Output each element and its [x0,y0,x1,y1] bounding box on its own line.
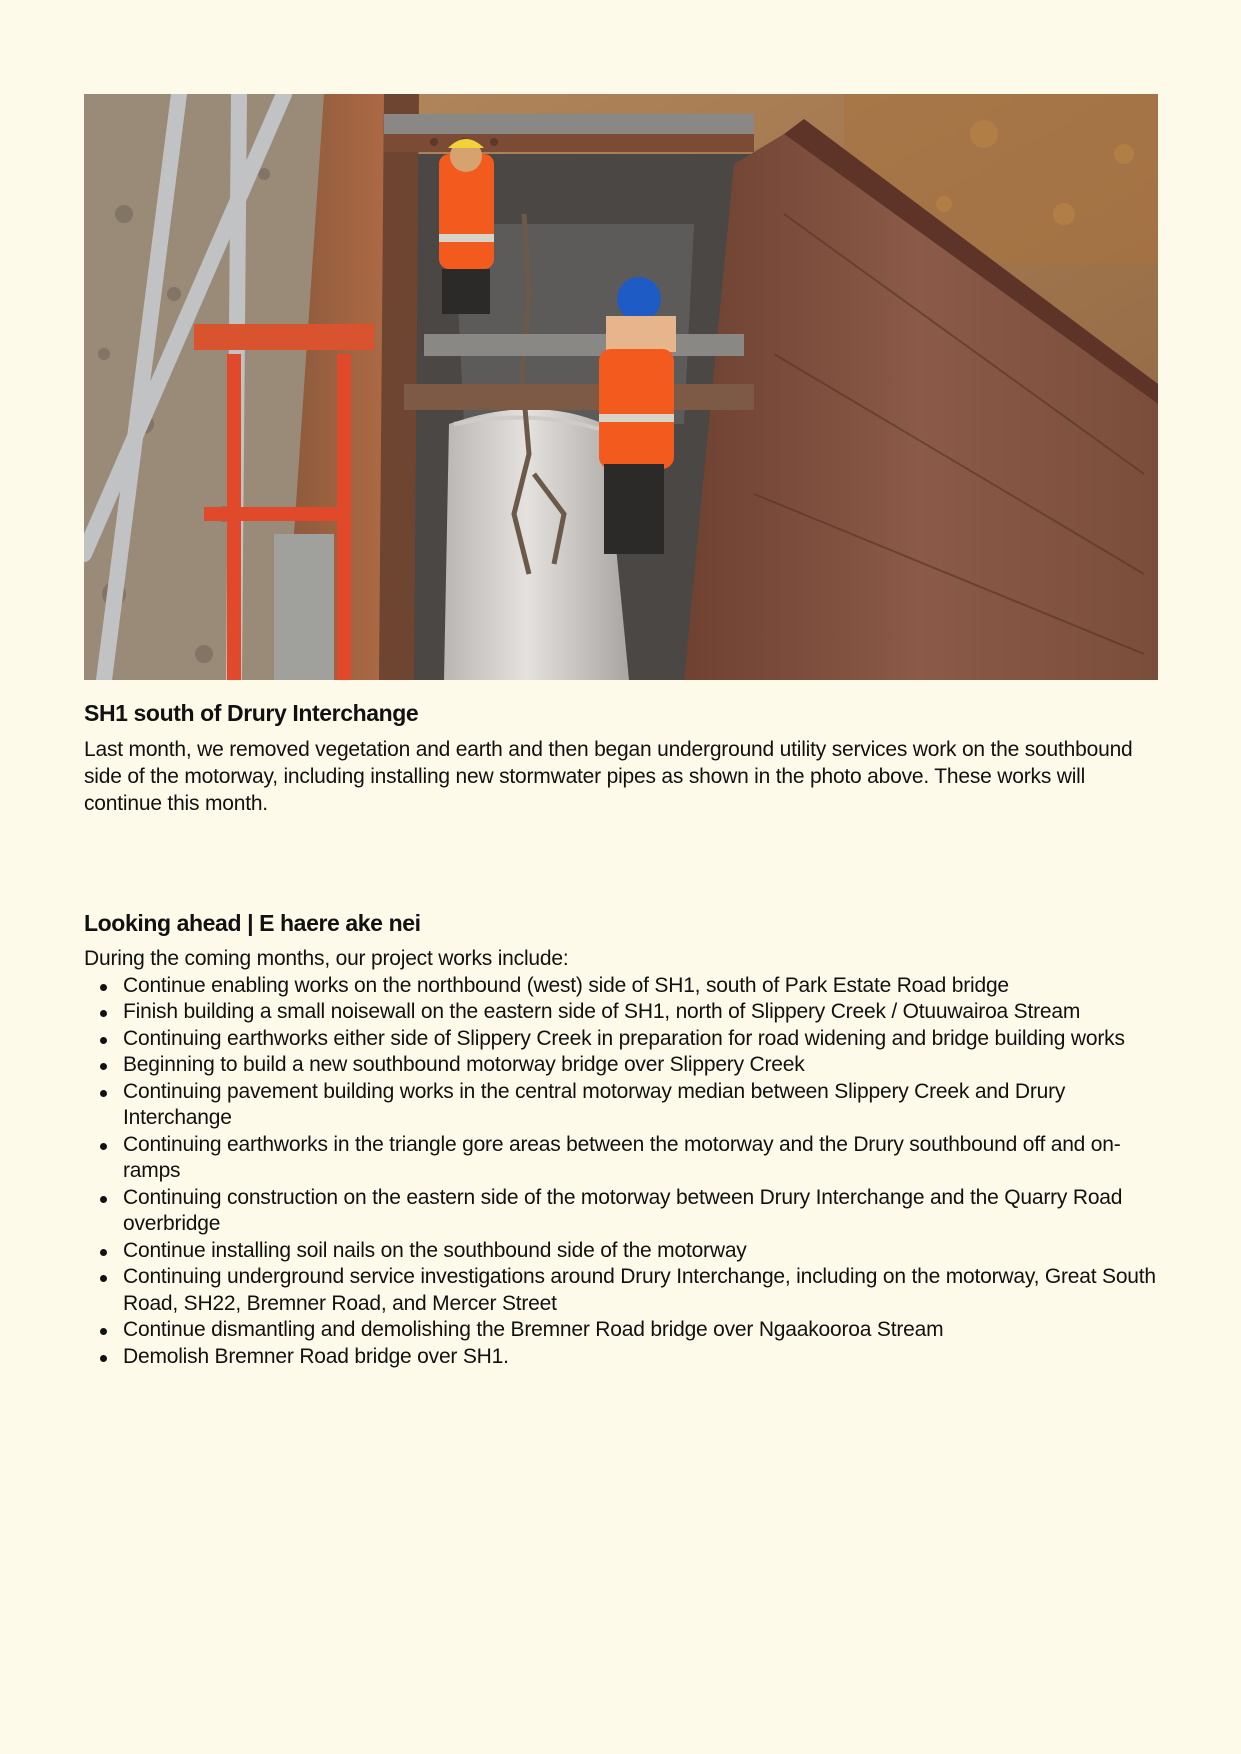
bullet-icon [100,1037,107,1044]
bullet-icon [100,1196,107,1203]
list-item-text: Continuing underground service investigations around Drury Interchange, including on the motorway, Great South Road, SH22, Bremner Road, and Mercer Street [123,1265,1156,1315]
bullet-icon [100,1328,107,1335]
list-item-text: Demolish Bremner Road bridge over SH1. [123,1344,509,1368]
looking-ahead-intro: During the coming months, our project works include: [84,947,569,970]
bullet-icon [100,1143,107,1150]
bullet-icon [100,1275,107,1282]
list-item [123,1026,1158,1053]
list-item [123,1238,1158,1265]
list-item [123,1079,1158,1132]
page-content [84,94,1158,1370]
list-item-text: Finish building a small noisewall on the eastern side of SH1, north of Slippery Creek / Otuuwairoa Stream [123,1000,1081,1023]
bullet-icon [100,1090,107,1097]
list-item [123,1317,1158,1344]
upcoming-works-list [84,973,1158,1371]
section-paragraph-sh1-south: Last month, we removed vegetation and earth and then began underground utility services work on the southbound side of the motorway, including installing new stormwater pipes as shown in the photo above. These works will continue this month. [84,738,1133,815]
list-item-text: Continue enabling works on the northbound (west) side of SH1, south of Park Estate Road bridge [123,973,1009,997]
bullet-icon [100,1249,107,1256]
bullet-icon [100,1355,107,1362]
section-title-sh1-south: SH1 south of Drury Interchange [84,700,419,726]
list-item [123,999,1158,1026]
list-item-text: Continue installing soil nails on the southbound side of the motorway [123,1238,747,1262]
list-item [123,1052,1158,1079]
list-item [123,1132,1158,1185]
list-item [123,1185,1158,1238]
list-item [123,1344,1158,1371]
list-item [123,973,1158,1000]
construction-photo [84,94,1158,680]
trench-pipe-image [84,94,1158,680]
bullet-icon [100,1063,107,1070]
section-title-looking-ahead: Looking ahead | E haere ake nei [84,910,421,936]
list-item-text: Continuing earthworks either side of Slippery Creek in preparation for road widening and bridge building works [123,1026,1125,1050]
list-item-text: Continuing earthworks in the triangle gore areas between the motorway and the Drury southbound off and on-ramps [123,1132,1121,1182]
bullet-icon [100,1010,107,1017]
list-item-text: Beginning to build a new southbound motorway bridge over Slippery Creek [123,1053,805,1076]
list-item-text: Continuing construction on the eastern side of the motorway between Drury Interchange and the Quarry Road overbridge [123,1185,1123,1235]
bullet-icon [100,984,107,991]
list-item [123,1264,1158,1317]
list-item-text: Continuing pavement building works in the central motorway median between Slippery Creek and Drury Interchange [123,1079,1066,1129]
list-item-text: Continue dismantling and demolishing the Bremner Road bridge over Ngaakooroa Stream [123,1318,944,1341]
